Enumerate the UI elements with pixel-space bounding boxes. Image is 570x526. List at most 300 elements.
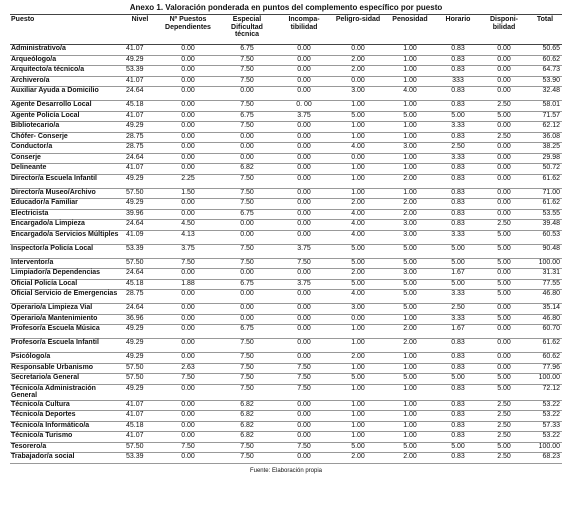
table-cell: 1.00: [384, 384, 436, 400]
table-cell: 3.75: [276, 111, 332, 122]
table-row: [10, 304, 562, 315]
table-cell: 0.00: [158, 143, 218, 154]
table-cell: 50.65: [528, 45, 562, 56]
column-header: Puesto: [10, 15, 122, 45]
table-cell: 7.50: [158, 258, 218, 269]
table-cell: 0.00: [158, 353, 218, 364]
table-cell: 1.00: [384, 400, 436, 411]
table-cell: 53.90: [528, 76, 562, 87]
table-cell: 0.00: [276, 269, 332, 280]
table-cell: 49.29: [122, 339, 158, 353]
table-cell: 6.82: [218, 432, 276, 443]
row-label: Conductor/a: [10, 143, 122, 154]
table-cell: 71.00: [528, 188, 562, 199]
table-cell: 0.00: [480, 209, 528, 220]
table-cell: 0.00: [276, 143, 332, 154]
table-cell: 1.00: [332, 174, 384, 188]
row-label: Encargado/a Limpieza: [10, 220, 122, 231]
table-cell: 77.55: [528, 279, 562, 290]
table-cell: 0.00: [218, 220, 276, 231]
row-label: Interventor/a: [10, 258, 122, 269]
table-cell: 0.83: [436, 421, 480, 432]
table-cell: 1.88: [158, 279, 218, 290]
table-cell: 7.50: [276, 258, 332, 269]
table-cell: 5.00: [436, 244, 480, 258]
table-cell: 0.00: [218, 304, 276, 315]
table-cell: 0.00: [276, 164, 332, 175]
table-cell: 0.00: [276, 314, 332, 325]
table-cell: 49.29: [122, 199, 158, 210]
table-cell: 49.29: [122, 55, 158, 66]
table-cell: 1.00: [332, 188, 384, 199]
table-cell: 38.25: [528, 143, 562, 154]
table-cell: 5.00: [384, 244, 436, 258]
table-row: [10, 290, 562, 304]
table-cell: 53.39: [122, 244, 158, 258]
column-header: Horario: [436, 15, 480, 45]
table-cell: 1.00: [332, 363, 384, 374]
table-cell: 0.00: [480, 325, 528, 339]
table-cell: 1.00: [384, 314, 436, 325]
table-cell: 3.00: [384, 269, 436, 280]
table-cell: 5.00: [480, 384, 528, 400]
table-cell: 5.00: [384, 279, 436, 290]
table-cell: 0.00: [276, 132, 332, 143]
table-cell: 5.00: [384, 111, 436, 122]
table-cell: 0.00: [218, 132, 276, 143]
table-cell: 32.48: [528, 87, 562, 101]
table-cell: 2.00: [332, 66, 384, 77]
table-cell: 57.50: [122, 258, 158, 269]
table-cell: 4.00: [384, 87, 436, 101]
table-cell: 7.50: [218, 374, 276, 385]
table-cell: 4.00: [332, 143, 384, 154]
table-cell: 0.00: [276, 76, 332, 87]
table-cell: 7.50: [218, 174, 276, 188]
table-cell: 0.00: [218, 143, 276, 154]
table-cell: 5.00: [332, 258, 384, 269]
table-cell: 0.00: [218, 269, 276, 280]
table-row: [10, 55, 562, 66]
table-row: [10, 258, 562, 269]
table-cell: 7.50: [218, 188, 276, 199]
table-cell: 0.00: [276, 174, 332, 188]
column-header: Disponi-bilidad: [480, 15, 528, 45]
table-cell: 0.00: [276, 230, 332, 244]
table-cell: 1.50: [158, 188, 218, 199]
table-cell: 2.50: [480, 400, 528, 411]
table-cell: 28.75: [122, 290, 158, 304]
table-cell: 0.83: [436, 411, 480, 422]
table-cell: 41.07: [122, 111, 158, 122]
table-cell: 0.83: [436, 164, 480, 175]
table-cell: 0.83: [436, 174, 480, 188]
table-cell: 61.62: [528, 174, 562, 188]
table-row: [10, 339, 562, 353]
table-cell: 90.48: [528, 244, 562, 258]
table-cell: 53.39: [122, 453, 158, 464]
table-row: [10, 314, 562, 325]
table-cell: 5.00: [384, 304, 436, 315]
table-cell: 100.00: [528, 258, 562, 269]
table-cell: 2.50: [436, 304, 480, 315]
table-cell: 2.50: [480, 411, 528, 422]
table-cell: 49.29: [122, 174, 158, 188]
row-label: Conserje: [10, 153, 122, 164]
table-cell: 6.82: [218, 411, 276, 422]
table-cell: 3.33: [436, 290, 480, 304]
table-cell: 2.00: [332, 353, 384, 364]
table-cell: 5.00: [480, 244, 528, 258]
table-cell: 1.00: [384, 76, 436, 87]
table-cell: 0.00: [158, 400, 218, 411]
table-cell: 5.00: [480, 230, 528, 244]
table-cell: 0.83: [436, 199, 480, 210]
table-cell: 2.50: [480, 101, 528, 112]
table-cell: 0.83: [436, 400, 480, 411]
row-label: Profesor/a Escuela Música: [10, 325, 122, 339]
table-title: Anexo 1. Valoración ponderada en puntos del complemento específico por puesto: [129, 3, 443, 12]
table-cell: 1.00: [384, 66, 436, 77]
table-cell: 1.00: [332, 101, 384, 112]
row-label: Tesorero/a: [10, 442, 122, 453]
table-cell: 2.00: [384, 174, 436, 188]
table-cell: 1.00: [332, 325, 384, 339]
table-cell: 0. 00: [276, 101, 332, 112]
table-cell: 7.50: [158, 374, 218, 385]
table-row: [10, 400, 562, 411]
table-cell: 5.00: [332, 374, 384, 385]
table-cell: 6.82: [218, 164, 276, 175]
table-cell: 2.00: [384, 339, 436, 353]
column-header: Especial Dificultad técnica: [218, 15, 276, 45]
row-label: Técnico/a Deportes: [10, 411, 122, 422]
table-cell: 0.00: [158, 269, 218, 280]
table-cell: 2.00: [384, 453, 436, 464]
column-header: Total: [528, 15, 562, 45]
table-cell: 41.07: [122, 400, 158, 411]
table-cell: 5.00: [480, 279, 528, 290]
table-cell: 0.00: [480, 55, 528, 66]
table-cell: 53.22: [528, 432, 562, 443]
table-cell: 0.00: [276, 421, 332, 432]
row-label: Oficial Servicio de Emergencias: [10, 290, 122, 304]
table-cell: 3.33: [436, 230, 480, 244]
table-cell: 0.00: [276, 400, 332, 411]
row-label: Limpiador/a Dependencias: [10, 269, 122, 280]
table-cell: 5.00: [480, 290, 528, 304]
table-cell: 46.80: [528, 290, 562, 304]
table-cell: 2.00: [384, 325, 436, 339]
table-cell: 0.00: [480, 143, 528, 154]
table-cell: 50.72: [528, 164, 562, 175]
table-cell: 0.00: [158, 314, 218, 325]
table-cell: 7.50: [218, 353, 276, 364]
row-label: Secretario/a General: [10, 374, 122, 385]
table-row: [10, 45, 562, 56]
table-cell: 0.00: [158, 209, 218, 220]
table-cell: 60.62: [528, 55, 562, 66]
row-label: Operario/a Mantenimiento: [10, 314, 122, 325]
column-header: Nº Puestos Dependientes: [158, 15, 218, 45]
table-cell: 0.00: [480, 363, 528, 374]
table-cell: 0.00: [276, 432, 332, 443]
table-row: [10, 363, 562, 374]
table-row: [10, 153, 562, 164]
valuation-table: [10, 14, 562, 464]
table-cell: 4.50: [158, 220, 218, 231]
table-cell: 6.75: [218, 279, 276, 290]
table-cell: 3.33: [436, 153, 480, 164]
table-cell: 58.01: [528, 101, 562, 112]
table-row: [10, 111, 562, 122]
table-cell: 5.00: [384, 374, 436, 385]
table-cell: 0.00: [276, 188, 332, 199]
table-cell: 7.50: [218, 339, 276, 353]
row-label: Archivero/a: [10, 76, 122, 87]
table-cell: 2.00: [332, 453, 384, 464]
table-cell: 60.70: [528, 325, 562, 339]
table-cell: 3.00: [384, 220, 436, 231]
table-cell: 3.00: [332, 87, 384, 101]
row-label: Agente Policía Local: [10, 111, 122, 122]
table-cell: 3.33: [436, 314, 480, 325]
table-cell: 0.83: [436, 101, 480, 112]
table-cell: 0.83: [436, 363, 480, 374]
table-cell: 36.96: [122, 314, 158, 325]
table-cell: 5.00: [480, 111, 528, 122]
table-cell: 2.00: [332, 269, 384, 280]
table-cell: 2.50: [480, 421, 528, 432]
table-cell: 24.64: [122, 220, 158, 231]
table-row: [10, 87, 562, 101]
table-cell: 5.00: [332, 111, 384, 122]
table-cell: 3.75: [276, 279, 332, 290]
table-cell: 61.62: [528, 339, 562, 353]
table-cell: 6.82: [218, 421, 276, 432]
row-label: Director/a Museo/Archivo: [10, 188, 122, 199]
table-cell: 60.62: [528, 353, 562, 364]
table-row: [10, 143, 562, 154]
row-label: Director/a Escuela Infantil: [10, 174, 122, 188]
row-label: Encargado/a Servicios Múltiples: [10, 230, 122, 244]
table-row: [10, 411, 562, 422]
table-cell: 1.67: [436, 325, 480, 339]
table-cell: 3.00: [384, 230, 436, 244]
table-cell: 0.83: [436, 339, 480, 353]
table-row: [10, 421, 562, 432]
column-header: Incompa-tibilidad: [276, 15, 332, 45]
table-cell: 0.00: [332, 153, 384, 164]
table-cell: 5.00: [480, 374, 528, 385]
table-cell: 41.07: [122, 45, 158, 56]
table-cell: 29.98: [528, 153, 562, 164]
table-cell: 0.83: [436, 55, 480, 66]
table-cell: 7.50: [218, 76, 276, 87]
table-cell: 5.00: [436, 374, 480, 385]
table-cell: 0.00: [158, 325, 218, 339]
table-cell: 0.00: [158, 199, 218, 210]
table-cell: 6.75: [218, 45, 276, 56]
table-cell: 45.18: [122, 421, 158, 432]
table-cell: 39.96: [122, 209, 158, 220]
row-label: Técnico/a Turismo: [10, 432, 122, 443]
table-cell: 0.83: [436, 45, 480, 56]
table-cell: 0.00: [218, 314, 276, 325]
table-row: [10, 66, 562, 77]
table-cell: 77.96: [528, 363, 562, 374]
table-row: [10, 76, 562, 87]
table-cell: 5.00: [384, 258, 436, 269]
table-cell: 0.00: [276, 55, 332, 66]
row-label: Profesor/a Escuela Infantil: [10, 339, 122, 353]
table-row: [10, 164, 562, 175]
table-cell: 5.00: [436, 279, 480, 290]
table-cell: 4.00: [332, 209, 384, 220]
table-cell: 1.00: [384, 122, 436, 133]
table-cell: 31.31: [528, 269, 562, 280]
table-cell: 0.83: [436, 87, 480, 101]
table-cell: 7.50: [218, 101, 276, 112]
table-cell: 1.00: [332, 164, 384, 175]
table-cell: 0.00: [276, 290, 332, 304]
table-cell: 0.00: [480, 339, 528, 353]
table-cell: 0.83: [436, 220, 480, 231]
row-label: Delineante: [10, 164, 122, 175]
table-cell: 1.67: [436, 269, 480, 280]
table-cell: 7.50: [158, 442, 218, 453]
table-cell: 0.00: [218, 290, 276, 304]
table-cell: 57.50: [122, 374, 158, 385]
row-label: Chófer- Conserje: [10, 132, 122, 143]
table-cell: 0.00: [276, 411, 332, 422]
table-cell: 1.00: [332, 122, 384, 133]
table-cell: 2.63: [158, 363, 218, 374]
table-cell: 0.00: [158, 122, 218, 133]
table-cell: 1.00: [384, 45, 436, 56]
table-cell: 5.00: [332, 442, 384, 453]
table-source: Fuente: Elaboración propia: [249, 467, 323, 474]
table-cell: 0.00: [276, 220, 332, 231]
table-cell: 0.00: [158, 290, 218, 304]
table-cell: 0.00: [276, 453, 332, 464]
table-cell: 0.00: [158, 132, 218, 143]
table-cell: 49.29: [122, 353, 158, 364]
row-label: Técnico/a Administración General: [10, 384, 122, 400]
table-cell: 100.00: [528, 442, 562, 453]
row-label: Oficial Policía Local: [10, 279, 122, 290]
row-label: Técnico/a Informático/a: [10, 421, 122, 432]
table-cell: 0.00: [480, 188, 528, 199]
table-cell: 41.09: [122, 230, 158, 244]
table-cell: 64.73: [528, 66, 562, 77]
table-cell: 0.00: [480, 153, 528, 164]
table-cell: 0.00: [158, 164, 218, 175]
table-cell: 1.00: [384, 363, 436, 374]
table-row: [10, 374, 562, 385]
table-row: [10, 101, 562, 112]
table-cell: 6.82: [218, 400, 276, 411]
table-cell: 6.75: [218, 111, 276, 122]
table-cell: 7.50: [218, 384, 276, 400]
table-cell: 0.00: [480, 66, 528, 77]
table-cell: 5.00: [332, 279, 384, 290]
table-cell: 1.00: [332, 411, 384, 422]
table-cell: 2.50: [480, 220, 528, 231]
table-cell: 7.50: [276, 442, 332, 453]
table-cell: 7.50: [276, 384, 332, 400]
table-cell: 7.50: [218, 244, 276, 258]
table-cell: 41.07: [122, 411, 158, 422]
row-label: Administrativo/a: [10, 45, 122, 56]
table-cell: 7.50: [218, 453, 276, 464]
table-cell: 60.53: [528, 230, 562, 244]
table-cell: 4.13: [158, 230, 218, 244]
table-cell: 0.00: [480, 269, 528, 280]
table-row: [10, 384, 562, 400]
table-cell: 3.00: [384, 143, 436, 154]
table-cell: 0.00: [158, 304, 218, 315]
header-row: [10, 15, 562, 45]
table-cell: 3.75: [276, 244, 332, 258]
table-cell: 0.00: [158, 45, 218, 56]
table-cell: 0.00: [158, 111, 218, 122]
table-cell: 7.50: [218, 122, 276, 133]
row-label: Electricista: [10, 209, 122, 220]
table-cell: 0.00: [480, 87, 528, 101]
table-cell: 5.00: [332, 244, 384, 258]
table-cell: 0.00: [218, 153, 276, 164]
table-cell: 0.00: [276, 66, 332, 77]
table-cell: 0.00: [218, 87, 276, 101]
table-cell: 41.07: [122, 76, 158, 87]
table-cell: 24.64: [122, 304, 158, 315]
table-cell: 24.64: [122, 269, 158, 280]
row-label: Auxiliar Ayuda a Domicilio: [10, 87, 122, 101]
table-cell: 0.00: [276, 339, 332, 353]
table-cell: 0.00: [276, 353, 332, 364]
table-cell: 6.75: [218, 209, 276, 220]
table-cell: 4.00: [332, 220, 384, 231]
table-row: [10, 269, 562, 280]
table-cell: 49.29: [122, 325, 158, 339]
table-body: [10, 45, 562, 464]
table-cell: 41.07: [122, 432, 158, 443]
table-cell: 0.00: [480, 174, 528, 188]
table-cell: 5.00: [436, 111, 480, 122]
table-cell: 1.00: [332, 421, 384, 432]
table-row: [10, 230, 562, 244]
table-cell: 1.00: [332, 339, 384, 353]
table-cell: 24.64: [122, 153, 158, 164]
table-cell: 0.00: [158, 76, 218, 87]
row-label: Inspector/a Policía Local: [10, 244, 122, 258]
table-cell: 5.00: [436, 442, 480, 453]
table-cell: 0.00: [276, 199, 332, 210]
table-cell: 7.50: [276, 374, 332, 385]
table-cell: 72.12: [528, 384, 562, 400]
table-cell: 0.00: [158, 66, 218, 77]
column-header: Penosidad: [384, 15, 436, 45]
table-row: [10, 325, 562, 339]
table-cell: 36.08: [528, 132, 562, 143]
table-cell: 5.00: [384, 290, 436, 304]
table-cell: 1.00: [384, 188, 436, 199]
table-cell: 62.12: [528, 122, 562, 133]
table-cell: 0.00: [158, 432, 218, 443]
table-cell: 7.50: [218, 55, 276, 66]
table-cell: 0.00: [332, 45, 384, 56]
